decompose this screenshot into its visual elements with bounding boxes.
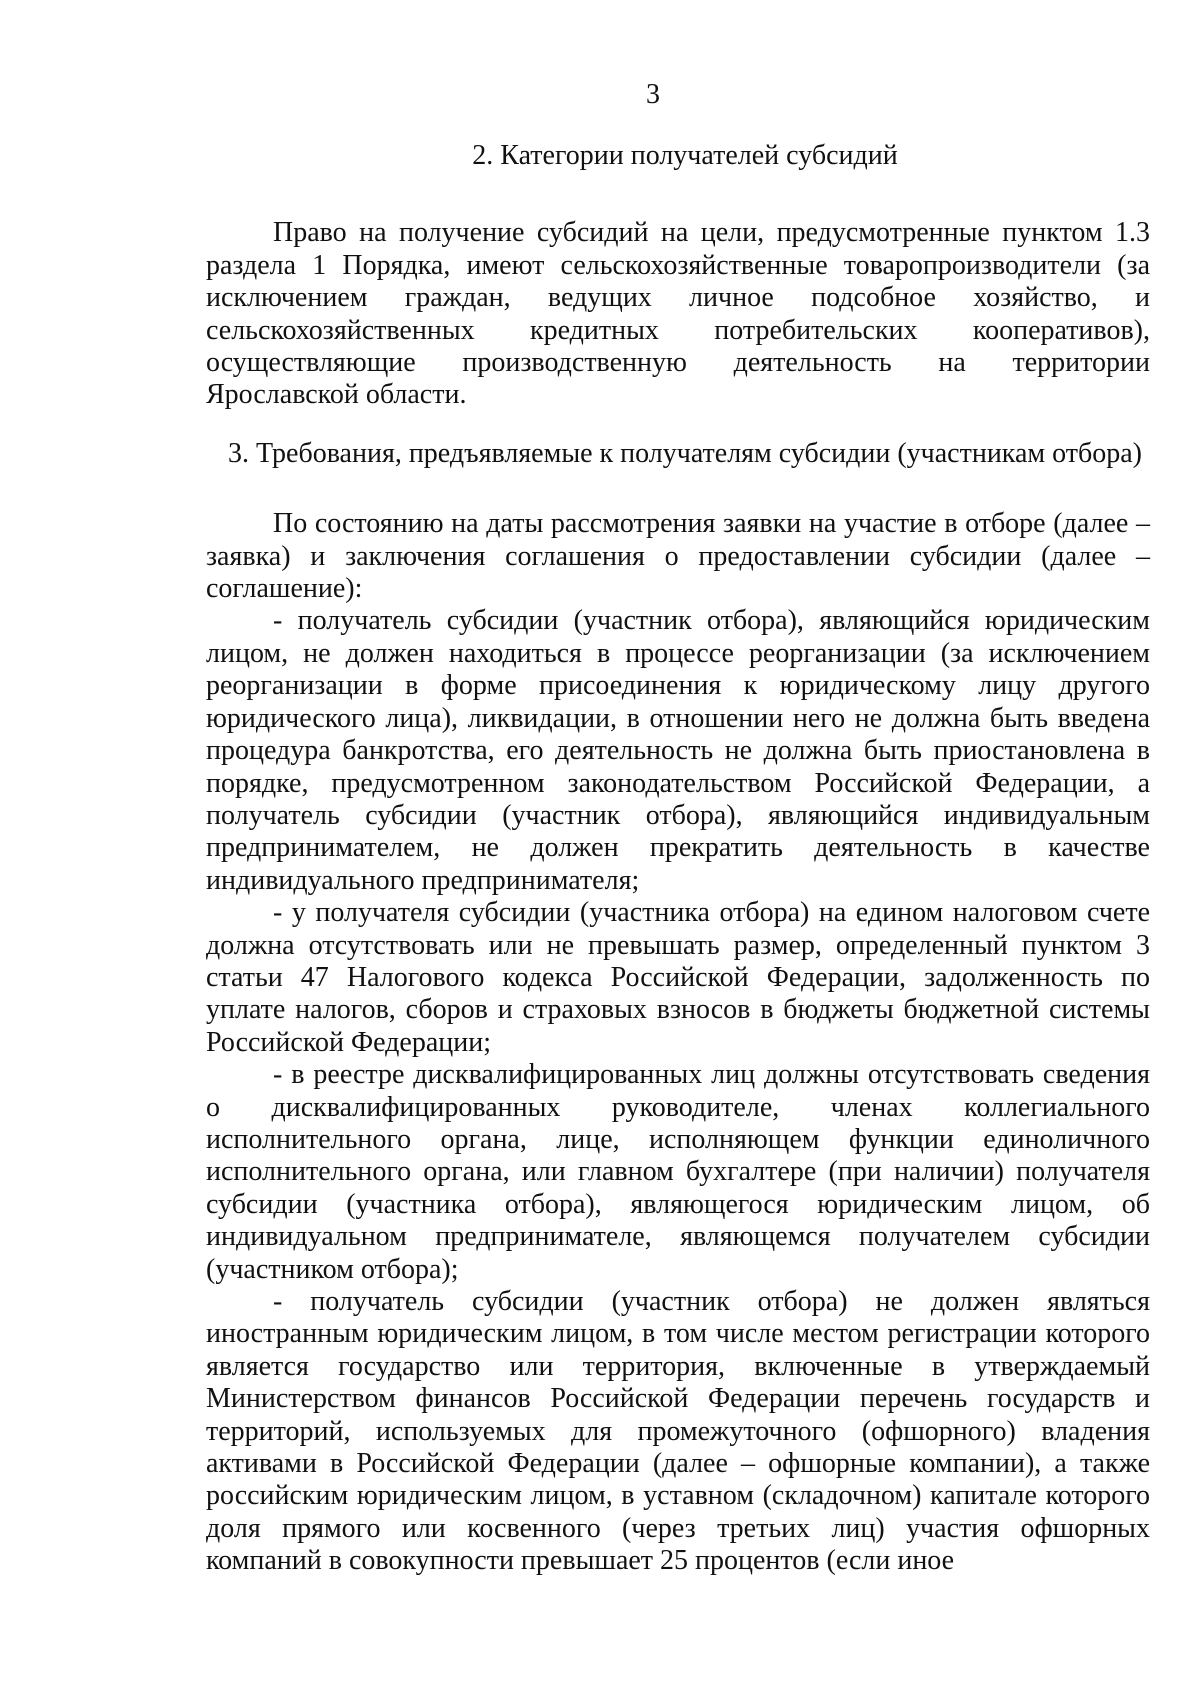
section-3-heading: 3. Требования, предъявляемые к получателям субсидии (участникам отбора)	[227, 437, 1142, 469]
section-2-heading: 2. Категории получателей субсидий	[472, 140, 898, 171]
section-3-intro-paragraph: По состоянию на даты рассмотрения заявки на участие в отборе (далее – заявка) и заключения соглашения о предоставлении субсидии (далее – соглашение):	[206, 508, 1150, 605]
requirement-disqualified-persons: - в реестре дисквалифицированных лиц должны отсутствовать сведения о дисквалифицированных руководителе, членах коллегиального исполнительного органа, лице, исполняющем функции единоличного исполнительного органа, или главном бухгалтере (при наличии) получателя субсидии (участника отбора), являющегося юридическим лицом, об индивидуальном предпринимателе, являющемся получателем субсидии (участником отбора);	[206, 1059, 1150, 1285]
page-number: 3	[646, 79, 660, 110]
requirement-tax-debt: - у получателя субсидии (участника отбора) на едином налоговом счете должна отсутствовать или не превышать размер, определенный пунктом 3 статьи 47 Налогового кодекса Российской Федерации, задолженность по уплате налогов, сборов и страховых взносов в бюджеты бюджетной системы Российской Федерации;	[206, 897, 1150, 1058]
requirement-reorganization: - получатель субсидии (участник отбора), являющийся юридическим лицом, не должен находиться в процессе реорганизации (за исключением реорганизации в форме присоединения к юридическому лицу другого юридического лица), ликвидации, в отношении него не должна быть введена процедура банкротства, его деятельность не должна быть приостановлена в порядке, предусмотренном законодательством Российской Федерации, а получатель субсидии (участник отбора), являющийся индивидуальным предпринимателем, не должен прекратить деятельность в качестве индивидуального предпринимателя;	[206, 605, 1150, 896]
document-body	[206, 140, 1150, 1578]
section-2-paragraph: Право на получение субсидий на цели, предусмотренные пунктом 1.3 раздела 1 Порядка, имеют сельскохозяйственные товаропроизводители (за исключением граждан, ведущих личное подсобное хозяйство, и сельскохозяйственных кредитных потребительских кооперативов), осуществляющие производственную деятельность на территории Ярославской области.	[206, 217, 1150, 411]
requirement-offshore: - получатель субсидии (участник отбора) не должен являться иностранным юридическим лицом, в том числе местом регистрации которого является государство или территория, включенные в утверждаемый Министерством финансов Российской Федерации перечень государств и территорий, используемых для промежуточного (офшорного) владения активами в Российской Федерации (далее – офшорные компании), а также российским юридическим лицом, в уставном (складочном) капитале которого доля прямого или косвенного (через третьих лиц) участия офшорных компаний в совокупности превышает 25 процентов (если иное	[206, 1286, 1150, 1577]
